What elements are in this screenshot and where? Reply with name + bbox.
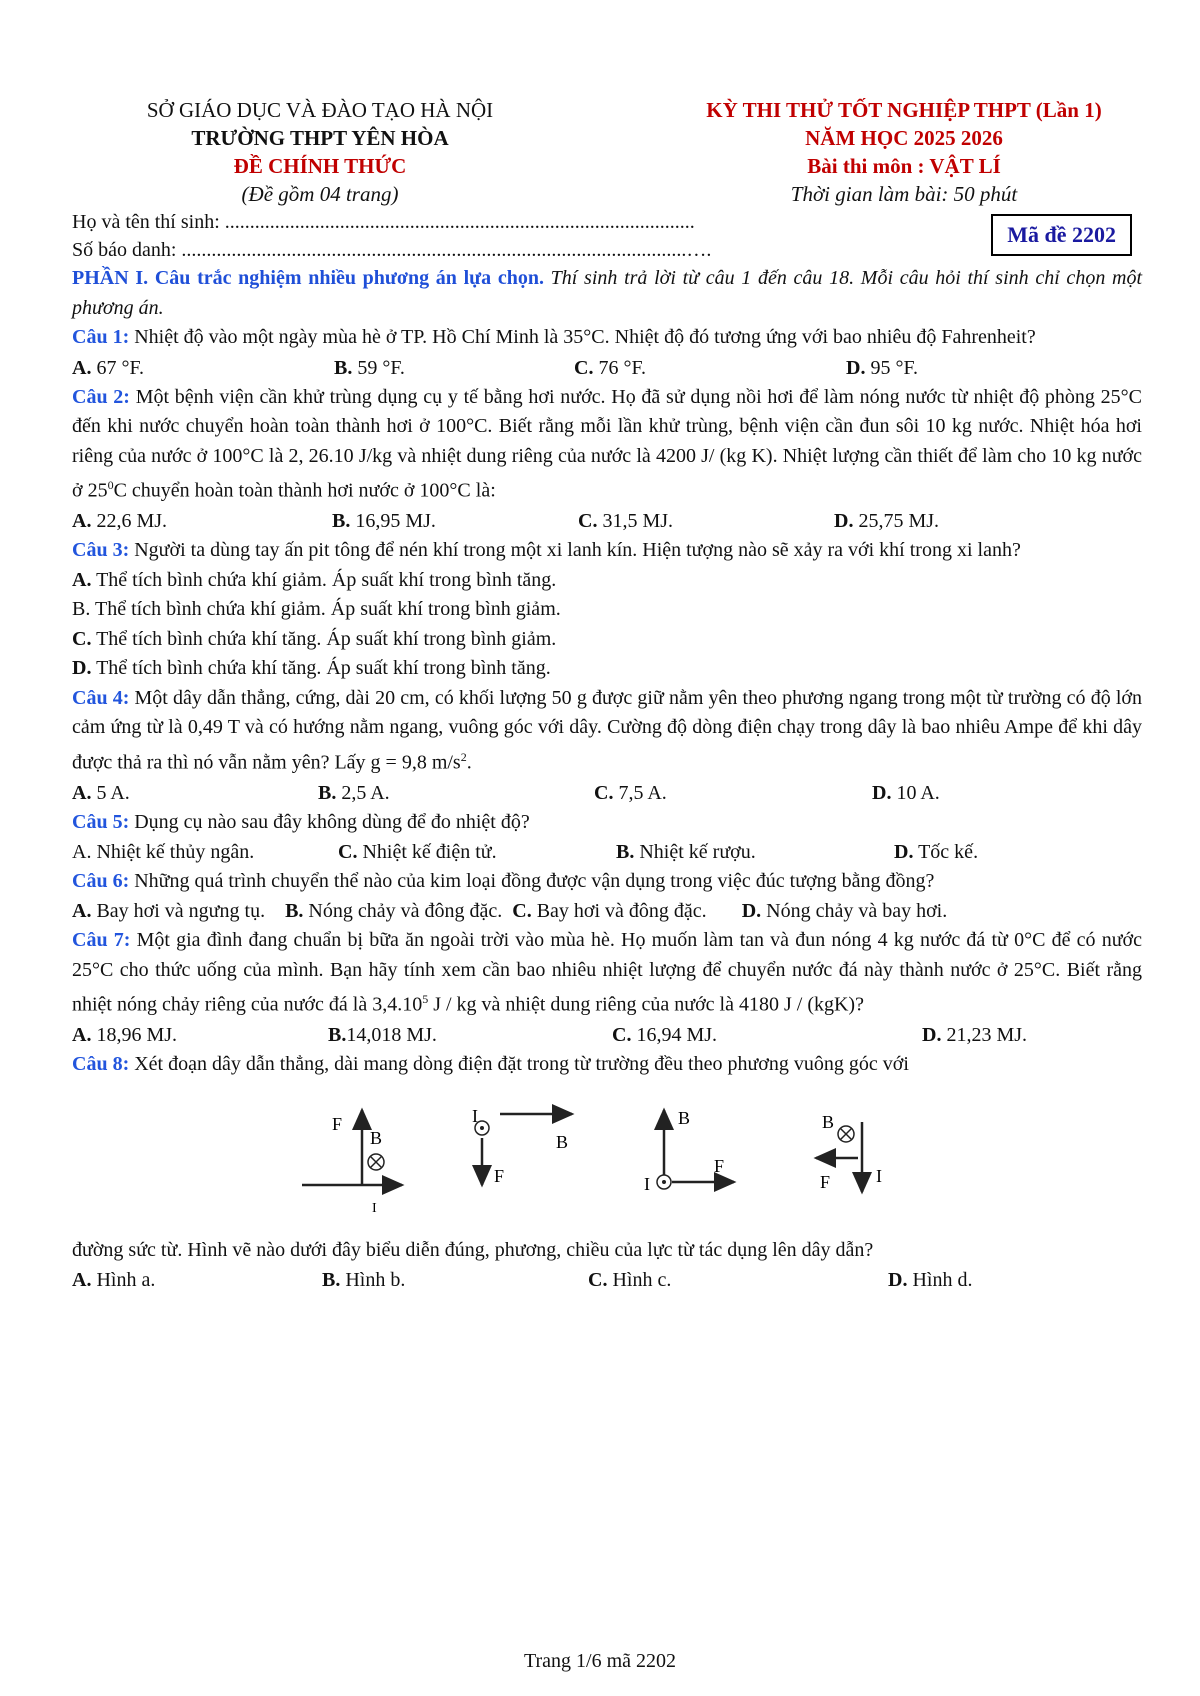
option-text: Hình b.: [340, 1269, 406, 1292]
option-text: Nhiệt kế điện tử.: [357, 841, 497, 864]
question-1: [72, 323, 1142, 353]
option-letter: B.: [72, 598, 91, 621]
option-letter: B.: [285, 899, 304, 922]
option-text: 16,94 MJ.: [631, 1024, 718, 1047]
question-label: Câu 2:: [72, 385, 130, 408]
option-text: 95 °F.: [865, 356, 918, 379]
figure-d: [816, 1112, 882, 1192]
option-letter: D.: [888, 1269, 908, 1292]
subject-line: Bài thi môn : VẬT LÍ: [807, 154, 1001, 178]
option-letter: A.: [72, 510, 92, 533]
question-8: [72, 1050, 1142, 1080]
superscript: 2: [460, 749, 467, 764]
field-label: B: [678, 1107, 691, 1128]
page-footer: Trang 1/6 mã 2202: [523, 1650, 677, 1672]
figure-b: [472, 1106, 572, 1186]
question-label: Câu 1:: [72, 326, 130, 348]
option-letter: C.: [512, 899, 532, 922]
option-letter: A.: [72, 568, 92, 591]
option-text: 7,5 A.: [613, 781, 667, 804]
option-letter: D.: [846, 356, 866, 379]
question-label: Câu 8:: [72, 1053, 130, 1076]
question-text: Một dây dẫn thẳng, cứng, dài 20 cm, có khối lượng 50 g được giữ nằm yên theo phương ngang trong một từ trường có độ lớn cảm ứng từ là 0,49 T và có hướng nằm ngang, vuông góc với dây. Cường độ dòng điện chạy trong dây là bao nhiêu Ampe để khi dây được thả ra thì nó vẫn nằm yên? Lấy g = 9,8 m/s: [72, 686, 1142, 774]
question-text-end: .: [466, 751, 472, 774]
question-8-cont: đường sức từ. Hình vẽ nào dưới đây biểu diễn đúng, phương, chiều của lực từ tác dụng lên dây dẫn?: [72, 1238, 874, 1261]
option-text: 21,23 MJ.: [941, 1024, 1028, 1047]
current-label: I: [372, 1200, 377, 1216]
question-text-cont: J / kg và nhiệt dung riêng của nước là 4180 J / (kgK)?: [428, 993, 864, 1016]
question-text: Một bệnh viện cần khử trùng dụng cụ y tế bằng hơi nước. Họ đã sử dụng nồi hơi để làm nóng nước từ nhiệt độ phòng 25°C đến khi nước chuyển hoàn toàn thành hơi ở 100°C. Biết rằng mỗi lần khử trùng, bệnh viện cần đun sôi 10 kg nước. Nhiệt hóa hơi riêng của nước ở 100°C là 2, 26.10 J/kg và nhiệt dung riêng của nước là 4200 J/ (kg K). Nhiệt lượng cần thiết để làm cho 10 kg nước ở 25: [72, 385, 1143, 502]
force-label: F: [494, 1165, 505, 1186]
option-letter: C.: [574, 356, 594, 379]
option-text: Nhiệt kế thủy ngân.: [91, 841, 255, 864]
question-3: [72, 536, 1142, 566]
option-letter: D.: [741, 899, 762, 922]
page-count-note: (Đề gồm 04 trang): [241, 182, 399, 206]
option-row: [72, 654, 1142, 684]
question-6: [72, 867, 1142, 897]
current-label: I: [644, 1173, 650, 1194]
option-letter: A.: [72, 1024, 92, 1047]
force-diagrams: [72, 1090, 1142, 1230]
question-text: Dụng cụ nào sau đây không dùng để đo nhiệt độ?: [129, 810, 530, 833]
student-name-line: Họ và tên thí sinh: ..............................................................................................: [72, 211, 695, 233]
option-letter: D.: [922, 1024, 942, 1047]
option-row: [72, 595, 1142, 625]
question-4-options: [72, 778, 1142, 808]
question-label: Câu 4:: [72, 686, 130, 709]
question-text: Nhiệt độ vào một ngày mùa hè ở TP. Hồ Chí Minh là 35°C. Nhiệt độ đó tương ứng với bao nhiêu độ Fahrenheit?: [129, 326, 1036, 348]
option-text: 16,95 MJ.: [350, 510, 436, 533]
force-label: F: [820, 1171, 831, 1192]
option-text: Thể tích bình chứa khí tăng. Áp suất khí trong bình tăng.: [91, 657, 551, 680]
superscript: 0: [107, 478, 114, 492]
option-row: [72, 566, 1142, 596]
option-letter: B.: [322, 1269, 341, 1292]
question-text-cont: C chuyển hoàn toàn thành hơi nước ở 100°C là:: [113, 479, 496, 502]
option-text: 18,96 MJ.: [91, 1024, 178, 1047]
option-letter: A.: [72, 356, 92, 379]
option-text: Nóng chảy và bay hơi.: [761, 899, 948, 922]
option-letter: C.: [594, 781, 614, 804]
current-label: I: [472, 1105, 478, 1126]
option-letter: C.: [72, 627, 92, 650]
option-text: Hình d.: [907, 1269, 973, 1292]
force-label: F: [332, 1113, 343, 1134]
option-text: Hình c.: [607, 1269, 672, 1292]
option-text: 10 A.: [891, 781, 940, 804]
option-letter: D.: [894, 841, 914, 864]
option-text: Bay hơi và đông đặc.: [531, 899, 707, 922]
school-year: NĂM HỌC 2025 2026: [805, 126, 1003, 150]
field-label: B: [370, 1127, 383, 1148]
option-letter: C.: [338, 841, 358, 864]
option-letter: B.: [616, 841, 635, 864]
part1-instruction: Thí sinh trả lời từ câu 1 đến câu 18. Mỗi câu hỏi thí sinh chỉ chọn một phương án.: [72, 267, 1142, 319]
question-5-options: [72, 837, 1142, 867]
option-letter: D.: [872, 781, 892, 804]
option-letter: B.: [332, 510, 351, 533]
option-text: 25,75 MJ.: [853, 510, 940, 533]
option-letter: C.: [588, 1269, 608, 1292]
figure-c: [644, 1108, 734, 1194]
option-text: 76 °F.: [593, 356, 646, 379]
option-letter: A.: [72, 1269, 92, 1292]
option-letter: C.: [612, 1024, 632, 1047]
question-4: [72, 684, 1142, 778]
figure-a: [302, 1110, 402, 1216]
question-text: Một gia đình đang chuẩn bị bữa ăn ngoài trời vào mùa hè. Họ muốn làm tan và đun nóng 4 kg nước đá từ 0°C để có nước 25°C cho thức uống của mình. Bạn hãy tính xem cần bao nhiêu nhiệt lượng để chuyển nước đá này thành nước ở 25°C. Biết rằng nhiệt nóng chảy riêng của nước đá là 3,4.10: [72, 929, 1142, 1016]
option-letter: B.: [328, 1024, 347, 1047]
question-text: Người ta dùng tay ấn pit tông để nén khí trong một xi lanh kín. Hiện tượng nào sẽ xảy ra với khí trong xi lanh?: [129, 539, 1021, 562]
question-7-options: [72, 1020, 1142, 1050]
part1-title: PHẦN I. Câu trắc nghiệm nhiều phương án lựa chọn.: [72, 267, 544, 289]
option-letter: A.: [72, 781, 92, 804]
superscript: 5: [422, 992, 429, 1007]
option-text: Hình a.: [91, 1269, 156, 1292]
department-name: SỞ GIÁO DỤC VÀ ĐÀO TẠO HÀ NỘI: [146, 98, 494, 122]
exam-page: [72, 96, 1142, 1295]
option-letter: C.: [578, 510, 598, 533]
header-right: [684, 96, 1124, 208]
exam-code-box: Mã đề 2202: [991, 214, 1132, 256]
option-row: [72, 625, 1142, 655]
field-label: B: [556, 1131, 569, 1152]
question-label: Câu 6:: [72, 870, 130, 893]
time-limit: Thời gian làm bài: 50 phút: [790, 182, 1018, 206]
question-text: Những quá trình chuyển thể nào của kim loại đồng được vận dụng trong việc đúc tượng bằng đồng?: [129, 870, 935, 893]
option-letter: B.: [318, 781, 337, 804]
official-exam-label: ĐỀ CHÍNH THỨC: [233, 154, 407, 178]
option-text: 5 A.: [91, 781, 130, 804]
option-text: Tốc kế.: [913, 841, 979, 864]
question-5: [72, 808, 1142, 838]
option-letter: B.: [334, 356, 353, 379]
option-letter: A.: [72, 899, 92, 922]
option-text: Thể tích bình chứa khí giảm. Áp suất khí trong bình giảm.: [90, 598, 561, 621]
option-text: Nhiệt kế rượu.: [634, 841, 756, 864]
option-text: Nóng chảy và đông đặc.: [303, 899, 503, 922]
force-label: F: [714, 1155, 725, 1176]
option-text: 22,6 MJ.: [91, 510, 168, 533]
option-text: Bay hơi và ngưng tụ.: [91, 899, 266, 922]
option-text: 67 °F.: [91, 356, 144, 379]
question-7: [72, 926, 1142, 1020]
part1-heading: [72, 264, 1142, 323]
question-2-options: [72, 506, 1142, 536]
option-text: 59 °F.: [352, 356, 405, 379]
option-text: Thể tích bình chứa khí giảm. Áp suất khí trong bình tăng.: [91, 568, 557, 591]
option-text: 31,5 MJ.: [597, 510, 674, 533]
option-letter: A.: [72, 841, 92, 864]
option-text: 2,5 A.: [336, 781, 390, 804]
question-label: Câu 5:: [72, 810, 130, 833]
option-letter: D.: [72, 657, 92, 680]
question-text: Xét đoạn dây dẫn thẳng, dài mang dòng điện đặt trong từ trường đều theo phương vuông góc với: [129, 1053, 909, 1076]
school-name: TRƯỜNG THPT YÊN HÒA: [191, 126, 449, 150]
option-text: Thể tích bình chứa khí tăng. Áp suất khí trong bình giảm.: [91, 627, 557, 650]
question-label: Câu 7:: [72, 929, 131, 952]
question-2: [72, 383, 1142, 507]
question-8-options: [72, 1265, 1142, 1295]
force-diagrams-svg: [72, 1090, 1142, 1230]
header-left: [100, 96, 540, 208]
question-label: Câu 3:: [72, 539, 130, 562]
question-1-options: [72, 353, 1142, 383]
exam-header: [72, 96, 1142, 208]
current-label: I: [876, 1165, 882, 1186]
option-text: 14,018 MJ.: [346, 1024, 437, 1047]
option-letter: D.: [834, 510, 854, 533]
field-label: B: [822, 1111, 835, 1132]
student-id-line: Số báo danh: .....................................................................................................….: [72, 239, 712, 261]
exam-title: KỲ THI THỬ TỐT NGHIỆP THPT (Lần 1): [706, 98, 1102, 122]
question-6-options: [72, 897, 1142, 927]
